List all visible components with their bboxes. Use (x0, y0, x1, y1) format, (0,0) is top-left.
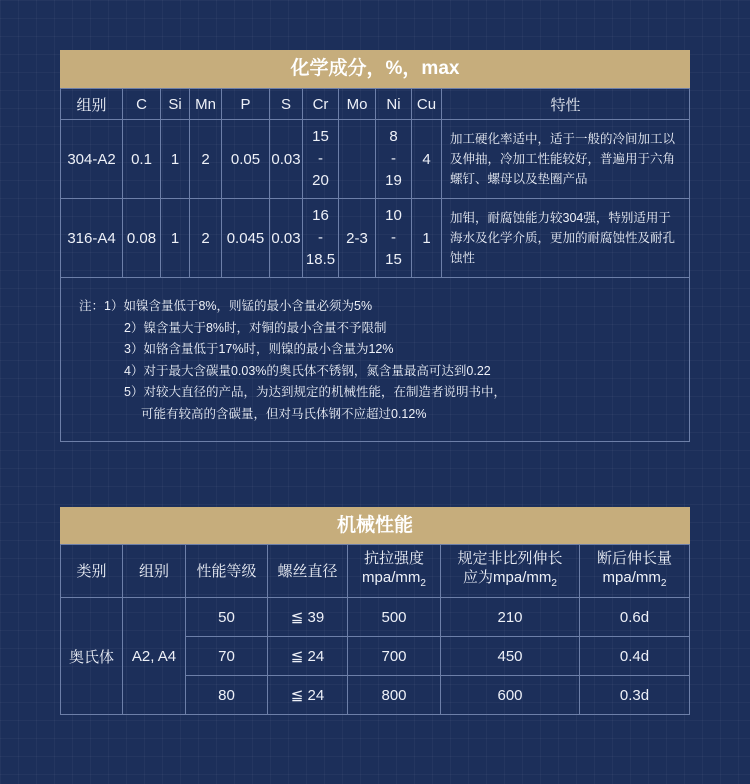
si-cell: 1 (161, 120, 190, 199)
mo-cell (339, 120, 376, 199)
note-line: 可能有较高的含碳量，但对马氏体钢不应超过0.12% (141, 406, 427, 421)
s-cell: 0.03 (270, 120, 303, 199)
note-line: 4）对于最大含碳量0.03%的奥氏体不锈钢，氮含量最高可达到0.22 (124, 363, 491, 378)
tensile-cell: 800 (348, 676, 441, 715)
header-cell: C (123, 89, 161, 120)
header-cell: Cu (412, 89, 442, 120)
table-row (61, 120, 690, 199)
header-cell: Mn (190, 89, 222, 120)
elongation-cell: 0.6d (580, 598, 690, 637)
note-line: 2）镍含量大于8%时，对铜的最小含量不予限制 (124, 320, 387, 335)
grade-cell: 70 (186, 637, 268, 676)
mn-cell: 2 (190, 199, 222, 278)
s-cell: 0.03 (270, 199, 303, 278)
tensile-cell: 500 (348, 598, 441, 637)
yield-cell: 450 (441, 637, 580, 676)
table-header-row (61, 545, 690, 598)
header-cell: 螺丝直径 (268, 545, 348, 598)
header-cell: 特性 (442, 89, 690, 120)
feature-cell: 加钼，耐腐蚀能力较304强，特别适用于海水及化学介质，更加的耐腐蚀性及耐孔蚀性 (442, 199, 690, 278)
header-cell: 类别 (61, 545, 123, 598)
table-row (61, 598, 690, 637)
header-cell: 性能等级 (186, 545, 268, 598)
header-cell: 规定非比列伸长 应为mpa/$mm_2$ (441, 545, 580, 598)
tensile-cell: 700 (348, 637, 441, 676)
header-cell: 组别 (123, 545, 186, 598)
ni-cell: 10 - 15 (376, 199, 412, 278)
header-cell: Cr (303, 89, 339, 120)
p-cell: 0.045 (222, 199, 270, 278)
header-cell: Ni (376, 89, 412, 120)
note-line: 注：1）如镍含量低于8%，则锰的最小含量必须为5% (79, 299, 373, 313)
note-line: 3）如铬含量低于17%时，则镍的最小含量为12% (124, 342, 394, 356)
chemical-composition-table (60, 88, 690, 278)
feature-cell: 加工硬化率适中，适于一般的冷间加工以及伸抽，冷加工性能较好，普遍用于六角螺钉、螺母以及垫圈产品 (442, 120, 690, 199)
header-cell: 断后伸长量 mpa/$mm_2$ (580, 545, 690, 598)
chemical-composition-title: 化学成分，%，max (60, 50, 690, 88)
mo-cell: 2-3 (339, 199, 376, 278)
note-line: 5）对较大直径的产品，为达到规定的机械性能，在制造者说明书中， (124, 385, 506, 399)
diameter-cell: ≦ 39 (268, 598, 348, 637)
cr-cell: 16 - 18.5 (303, 199, 339, 278)
mechanical-properties-table (60, 544, 690, 715)
header-cell: 组别 (61, 89, 123, 120)
header-cell: Si (161, 89, 190, 120)
mechanical-properties-title: 机械性能 (60, 507, 690, 544)
cr-cell: 15 - 20 (303, 120, 339, 199)
notes-section (60, 278, 690, 442)
group-cell: 316-A4 (61, 199, 123, 278)
header-cell: P (222, 89, 270, 120)
elongation-cell: 0.3d (580, 676, 690, 715)
cu-cell: 4 (412, 120, 442, 199)
group-cell: 304-A2 (61, 120, 123, 199)
chemical-composition-panel (60, 50, 690, 442)
header-cell: 抗拉强度 mpa/$mm_2$ (348, 545, 441, 598)
diameter-cell: ≦ 24 (268, 637, 348, 676)
table-header-row (61, 89, 690, 120)
si-cell: 1 (161, 199, 190, 278)
group-cell: A2, A4 (123, 598, 186, 715)
diameter-cell: ≦ 24 (268, 676, 348, 715)
yield-cell: 210 (441, 598, 580, 637)
elongation-cell: 0.4d (580, 637, 690, 676)
mechanical-properties-panel (60, 507, 690, 715)
p-cell: 0.05 (222, 120, 270, 199)
table-row (61, 199, 690, 278)
grade-cell: 50 (186, 598, 268, 637)
header-cell: S (270, 89, 303, 120)
yield-cell: 600 (441, 676, 580, 715)
mn-cell: 2 (190, 120, 222, 199)
cu-cell: 1 (412, 199, 442, 278)
type-cell: 奥氏体 (61, 598, 123, 715)
grade-cell: 80 (186, 676, 268, 715)
c-cell: 0.1 (123, 120, 161, 199)
ni-cell: 8 - 19 (376, 120, 412, 199)
c-cell: 0.08 (123, 199, 161, 278)
header-cell: Mo (339, 89, 376, 120)
